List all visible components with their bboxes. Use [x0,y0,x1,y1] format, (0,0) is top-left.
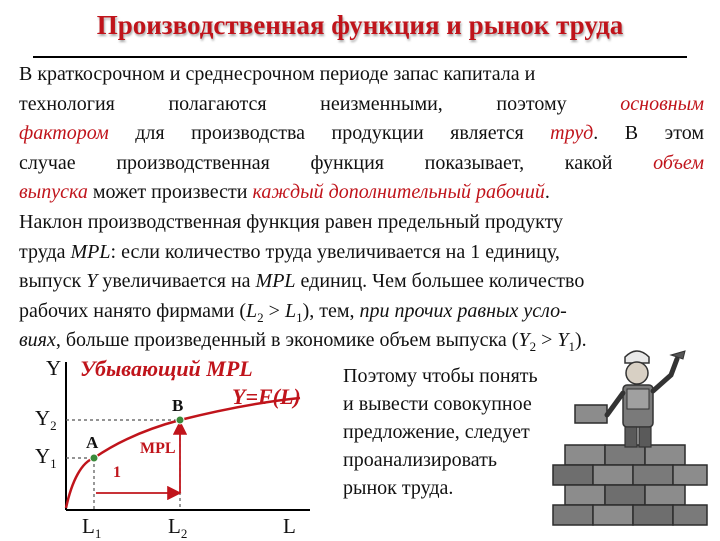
x-axis-label: L [283,514,296,538]
para-text: увеличивается на [97,270,256,293]
subscript: 2 [50,418,57,434]
point-a-marker [90,454,98,462]
para-line-7 [19,238,704,268]
para-text: , больше произведенный в экономике объем выпуска ( [55,329,519,352]
highlight-text: труд [550,122,594,145]
para-text: : если количество труда увеличивается на 1 единицу, [110,240,560,263]
para-text: может произвести [87,181,253,204]
subscript: 2 [529,339,537,355]
conclusion-line-5: рынок труда. [343,477,454,499]
para-text: . В этом [593,122,704,145]
para-text: ). [575,329,587,352]
math-text: Y [86,270,98,293]
italic-text: виях [19,329,56,352]
para-line-2 [19,90,704,120]
l2-letter: L [168,514,181,538]
highlight-text: основным [620,92,704,115]
math-text: Y [557,329,569,352]
math-text: Y [518,329,530,352]
l2-label [168,514,187,539]
math-text: MPL [255,270,296,293]
point-b-marker [176,416,184,424]
para-text: . [544,181,550,204]
para-text: рабочих нанято фирмами ( [19,299,247,322]
para-line-4 [19,149,704,179]
y2-letter: Y [35,406,51,430]
highlight-text: каждый дополнительный рабочий [252,181,545,204]
point-a-label: A [86,433,99,452]
subscript: 1 [94,526,102,541]
mpl-label: MPL [140,440,176,457]
para-text: > [536,329,558,352]
para-line-3 [19,119,704,149]
main-paragraph [19,60,704,356]
para-text: случае производственная функция показывает, какой [19,151,654,174]
para-text: для производства продукции является [108,122,551,145]
para-text: ), тем, [302,299,360,322]
para-line-5 [19,178,704,208]
subscript: 2 [180,526,188,541]
y1-label [35,444,57,472]
y1-letter: Y [35,444,51,468]
subscript: 1 [568,339,575,355]
conclusion-line-3: предложение, следует [343,421,530,443]
subscript: 1 [50,456,57,472]
page-title: Производственная функция и рынок труда [96,10,624,40]
math-text: L [284,299,297,322]
highlight-text: объем [653,151,704,174]
para-text: единиц. Чем большее количество [295,270,585,293]
y-axis-label: Y [46,356,62,380]
point-b-label: B [172,396,184,415]
conclusion-line-1: Поэтому чтобы понять [343,365,538,387]
para-text: > [263,299,285,322]
para-line-1: В краткосрочном и среднесрочном периоде запас капитала и [19,63,536,85]
highlight-text: выпуска [19,181,88,204]
title-underline [33,56,687,58]
italic-text: при прочих равных усло- [359,299,567,322]
worker-figure-icon [607,351,685,447]
worker-brick-wall-icon [545,345,715,535]
function-label: Y=F(L) [232,384,301,409]
y2-label [35,406,57,434]
para-text: труда [19,240,71,263]
conclusion-line-4: проанализировать [343,449,498,471]
para-line-8 [19,267,704,297]
one-label: 1 [113,464,121,481]
math-text: L [246,299,258,322]
highlight-text: фактором [19,122,109,145]
conclusion-line-2: и вывести совокупное [343,393,532,415]
subscript: 2 [257,309,264,325]
subscript: 1 [296,309,303,325]
math-text: MPL [70,240,111,263]
para-line-9 [19,297,704,327]
para-line-6: Наклон производственная функция равен предельный продукту [19,210,564,233]
l1-label [82,514,101,539]
para-text: технология полагаются неизменными, поэтому [19,92,567,115]
l1-letter: L [82,514,95,538]
graph-heading: Убывающий MPL [80,356,253,381]
para-text: выпуск [19,270,87,293]
